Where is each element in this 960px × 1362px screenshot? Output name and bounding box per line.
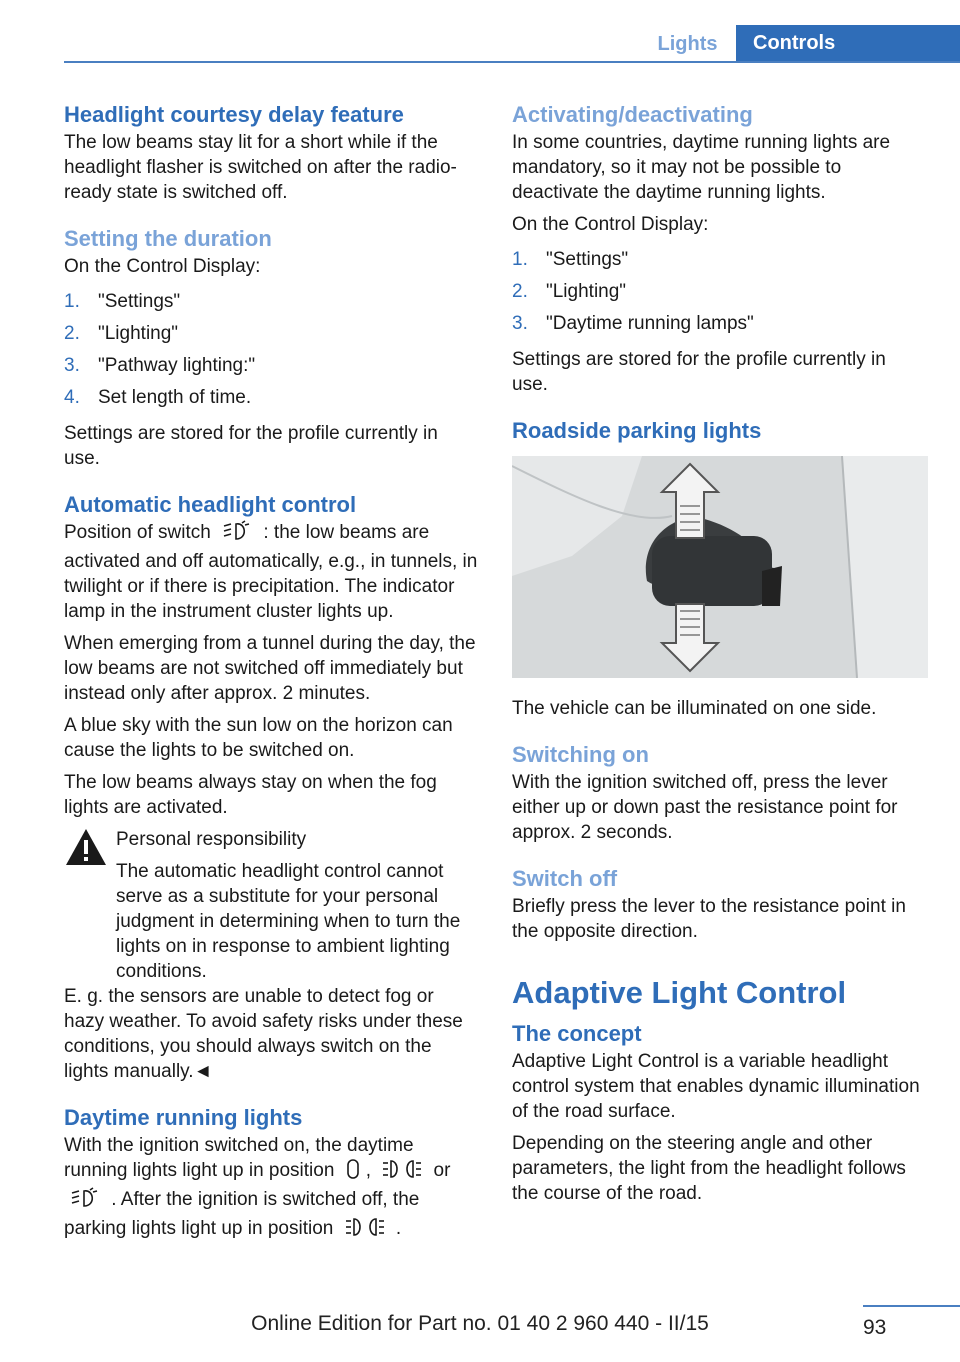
warning-text: The automatic headlight control cannot serve as a substitute for your personal judgment in determining when to turn the lights on in response to ambient lighting conditions. bbox=[116, 861, 461, 982]
heading-concept: The concept bbox=[512, 1021, 642, 1046]
heading-activating: Activating/deactivating bbox=[512, 102, 753, 127]
activating-p1: In some countries, daytime running lights are mandatory, so it may not be possible to deactivate the daytime running lights. bbox=[512, 132, 891, 203]
warning-title: Personal responsibility bbox=[116, 829, 307, 850]
heading-roadside-parking: Roadside parking lights bbox=[512, 418, 762, 443]
list-item: 1. "Settings" bbox=[512, 249, 629, 270]
activating-note: Settings are stored for the profile currently in use. bbox=[512, 349, 886, 395]
duration-intro: On the Control Display: bbox=[64, 256, 261, 277]
list-item: 2. "Lighting" bbox=[64, 323, 179, 344]
left-column bbox=[64, 100, 479, 1252]
header-rule bbox=[64, 61, 960, 63]
drl-text: With the ignition switched on, the daytime running lights light up in position , or . After the ignition is switched off, the parking lights light up in position . bbox=[64, 1133, 479, 1245]
activating-intro: On the Control Display: bbox=[512, 214, 709, 235]
list-item: 1. "Settings" bbox=[64, 291, 181, 312]
off-position-icon bbox=[346, 1158, 360, 1187]
switch-off-text: Briefly press the lever to the resistance point in the opposite direction. bbox=[512, 896, 906, 942]
auto-headlight-icon bbox=[70, 1187, 100, 1216]
courtesy-text: The low beams stay lit for a short while if the headlight flasher is switched on after the radio-ready state is switched off. bbox=[64, 132, 457, 203]
switch-on-text: With the ignition switched off, press the lever either up or down past the resistance point for approx. 2 seconds. bbox=[512, 772, 898, 843]
auto-p2: When emerging from a tunnel during the day, the low beams are not switched off immediately but instead only after approx. 2 minutes. bbox=[64, 633, 476, 704]
duration-steps bbox=[64, 286, 479, 414]
heading-daytime-running: Daytime running lights bbox=[64, 1105, 303, 1130]
warning-block bbox=[64, 827, 479, 984]
page-number: 93 bbox=[863, 1316, 887, 1339]
activating-steps bbox=[512, 244, 927, 340]
warning-text-2: E. g. the sensors are unable to detect fog or hazy weather. To avoid safety risks under these conditions, you should always switch on the lights manually.◄ bbox=[64, 986, 463, 1082]
heading-courtesy-delay: Headlight courtesy delay feature bbox=[64, 102, 404, 127]
heading-setting-duration: Setting the duration bbox=[64, 226, 272, 251]
warning-triangle-icon bbox=[64, 827, 108, 874]
auto-p3: A blue sky with the sun low on the horizon can cause the lights to be switched on. bbox=[64, 715, 453, 761]
duration-note: Settings are stored for the profile currently in use. bbox=[64, 423, 438, 469]
footer-edition: Online Edition for Part no. 01 40 2 960 440 - II/15 bbox=[251, 1312, 709, 1335]
heading-adaptive-light: Adaptive Light Control bbox=[512, 975, 847, 1010]
footer-rule bbox=[863, 1305, 960, 1307]
alc-p2: Depending on the steering angle and other parameters, the light from the headlight follows the course of the road. bbox=[512, 1133, 906, 1204]
list-item: 4. Set length of time. bbox=[64, 387, 252, 408]
parking-lights-icon bbox=[345, 1216, 385, 1245]
lever-illustration bbox=[512, 456, 928, 678]
heading-switch-off: Switch off bbox=[512, 866, 618, 891]
auto-p1: Position of switch : the low beams are activated and off automatically, e.g., in tunnels, in twilight or if there is precipitation. The indicator lamp in the instrument cluster lights up. bbox=[64, 522, 478, 622]
auto-p4: The low beams always stay on when the fog lights are activated. bbox=[64, 772, 437, 818]
list-item: 3. "Pathway lighting:" bbox=[64, 355, 256, 376]
roadside-caption: The vehicle can be illuminated on one side. bbox=[512, 698, 877, 719]
right-column bbox=[512, 100, 927, 1213]
alc-p1: Adaptive Light Control is a variable headlight control system that enables dynamic illumination of the road surface. bbox=[512, 1051, 920, 1122]
header-chapter: Controls bbox=[736, 25, 960, 61]
header-section: Lights bbox=[657, 33, 718, 55]
list-item: 2. "Lighting" bbox=[512, 281, 627, 302]
list-item: 3. "Daytime running lamps" bbox=[512, 313, 754, 334]
heading-automatic-headlight: Automatic headlight control bbox=[64, 492, 357, 517]
auto-headlight-icon bbox=[222, 520, 252, 549]
heading-switching-on: Switching on bbox=[512, 742, 649, 767]
parking-lights-icon bbox=[382, 1158, 422, 1187]
